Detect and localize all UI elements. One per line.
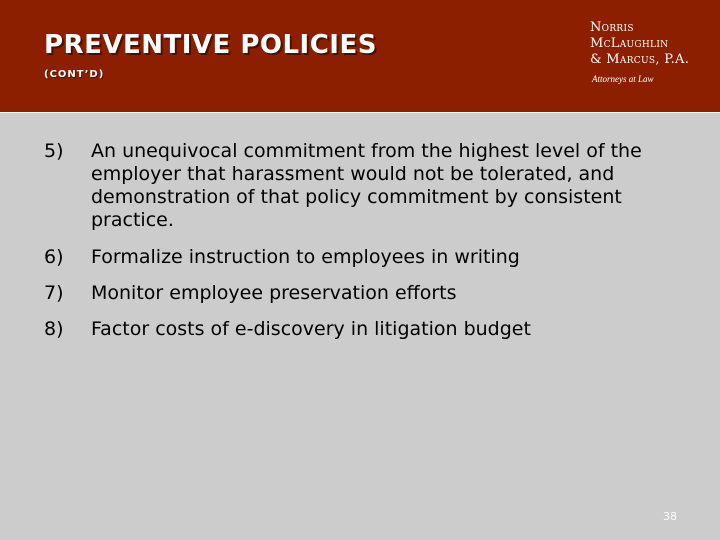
logo-tagline: Attorneys at Law bbox=[592, 74, 654, 84]
item-number: 6) bbox=[44, 246, 64, 268]
page-number: 38 bbox=[663, 510, 677, 523]
item-text: Formalize instruction to employees in writing bbox=[91, 246, 520, 268]
item-number: 7) bbox=[44, 282, 64, 304]
list-item bbox=[44, 140, 684, 232]
policy-list bbox=[44, 140, 684, 341]
logo-line-3: & Marcus, P.A. bbox=[590, 52, 690, 67]
item-text: Factor costs of e-discovery in litigation budget bbox=[91, 318, 531, 340]
logo-line-1: Norris bbox=[590, 20, 634, 35]
slide-title: PREVENTIVE POLICIES bbox=[44, 30, 377, 60]
list-item bbox=[44, 282, 684, 305]
item-number: 8) bbox=[44, 318, 64, 340]
item-text: An unequivocal commitment from the highest level of the employer that harassment would not be tolerated, and demonstration of that policy commitment by consistent practice. bbox=[91, 140, 642, 231]
logo-line-2: McLaughlin bbox=[590, 36, 669, 51]
firm-logo bbox=[590, 20, 689, 84]
list-item bbox=[44, 318, 684, 341]
item-number: 5) bbox=[44, 140, 64, 162]
slide-header bbox=[0, 0, 720, 113]
item-text: Monitor employee preservation efforts bbox=[91, 282, 457, 304]
slide-subtitle: (CONT’D) bbox=[44, 69, 105, 80]
list-item bbox=[44, 246, 684, 269]
